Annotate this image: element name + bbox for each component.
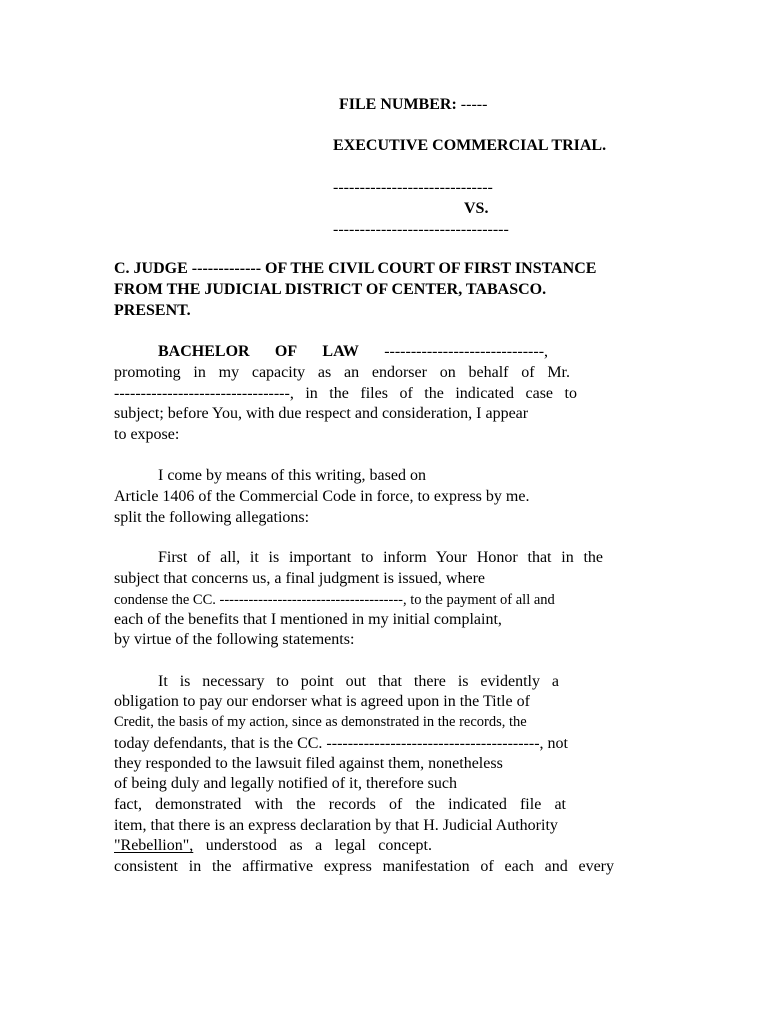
addressee-line-1: C. JUDGE ------------- OF THE CIVIL COURT OF FIRST INSTANCE	[114, 260, 597, 277]
p1-line-5: to expose:	[114, 426, 180, 443]
p4-line-9	[114, 836, 432, 856]
p3-line-1: First of all, it is important to inform Your Honor that in the	[158, 549, 603, 566]
party-line-1: ------------------------------	[333, 179, 493, 196]
lawyer-name-blank: ------------------------------,	[384, 343, 549, 360]
addressee-line-2: FROM THE JUDICIAL DISTRICT OF CENTER, TABASCO.	[114, 281, 547, 298]
p4-line-3: Credit, the basis of my action, since as demonstrated in the records, the	[114, 714, 527, 730]
p4-line-6: of being duly and legally notified of it, therefore such	[114, 775, 458, 792]
p4-line-9-rest: understood as a legal concept.	[205, 837, 432, 854]
p2-line-2: Article 1406 of the Commercial Code in force, to express by me.	[114, 488, 530, 505]
p4-line-10: consistent in the affirmative express manifestation of each and every	[114, 858, 614, 875]
law-word: LAW	[322, 343, 359, 360]
bachelor-word: BACHELOR	[158, 343, 250, 360]
p1-line-2: promoting in my capacity as an endorser on behalf of Mr.	[114, 364, 570, 381]
p3-line-2: subject that concerns us, a final judgment is issued, where	[114, 570, 486, 587]
p4-line-7: fact, demonstrated with the records of the indicated file at	[114, 796, 566, 813]
addressee-line-3: PRESENT.	[114, 302, 191, 319]
p1-line-3: ---------------------------------, in the files of the indicated case to	[114, 385, 577, 402]
versus: VS.	[464, 200, 489, 217]
file-number-value: -----	[460, 96, 488, 113]
p2-line-3: split the following allegations:	[114, 509, 310, 526]
p1-line-4: subject; before You, with due respect and consideration, I appear	[114, 405, 529, 422]
p3-line-3: condense the CC. --------------------------------------, to the payment of all and	[114, 592, 555, 608]
trial-type: EXECUTIVE COMMERCIAL TRIAL.	[333, 137, 607, 154]
p3-line-4: each of the benefits that I mentioned in my initial complaint,	[114, 611, 502, 628]
p4-line-8: item, that there is an express declaration by that H. Judicial Authority	[114, 817, 558, 834]
rebellion-term: "Rebellion",	[114, 837, 194, 854]
of-word: OF	[274, 343, 298, 360]
p3-line-5: by virtue of the following statements:	[114, 631, 355, 648]
file-number	[339, 95, 487, 115]
file-number-label: FILE NUMBER:	[339, 96, 457, 113]
bachelor-line	[158, 342, 548, 362]
p4-line-5: they responded to the lawsuit filed against them, nonetheless	[114, 755, 503, 772]
party-line-2: ---------------------------------	[333, 221, 509, 238]
p2-line-1: I come by means of this writing, based on	[158, 467, 426, 484]
p4-line-2: obligation to pay our endorser what is agreed upon in the Title of	[114, 693, 530, 710]
p4-line-1: It is necessary to point out that there is evidently a	[158, 673, 559, 690]
p4-line-4: today defendants, that is the CC. ----------------------------------------, not	[114, 735, 568, 752]
